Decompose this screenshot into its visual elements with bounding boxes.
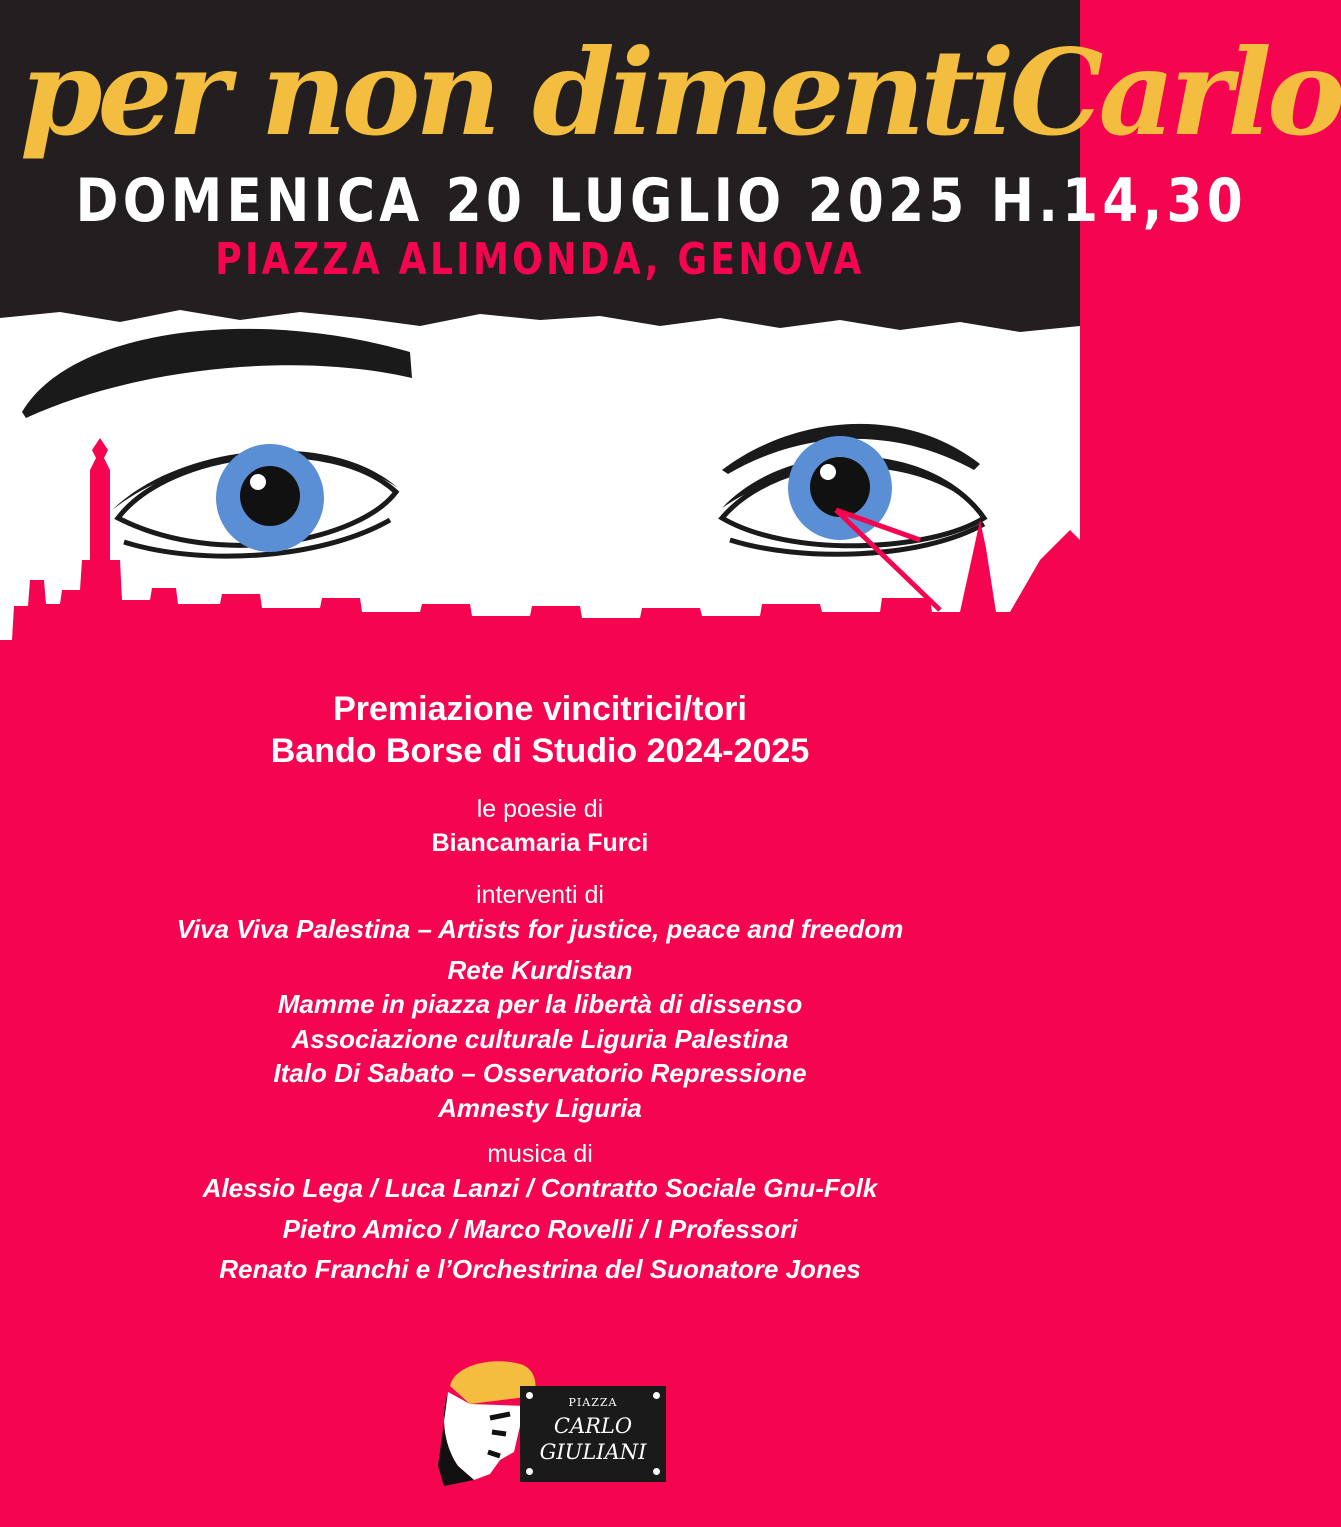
musician: Pietro Amico / Marco Rovelli / I Professori xyxy=(282,1213,798,1244)
speaker: Rete Kurdistan xyxy=(447,954,633,985)
script-title: per non dimentiCarlo xyxy=(20,23,1341,162)
headline-line: Premiazione vincitrici/tori xyxy=(333,690,747,728)
speaker: Italo Di Sabato – Osservatorio Repressione xyxy=(273,1058,807,1088)
speaker: Amnesty Liguria xyxy=(438,1092,642,1123)
music-label: musica di xyxy=(487,1140,593,1168)
musician: Alessio Lega / Luca Lanzi / Contratto Sociale Gnu-Folk xyxy=(202,1173,878,1203)
program xyxy=(0,688,1080,1287)
headline-line: Bando Borse di Studio 2024-2025 xyxy=(270,732,810,770)
speaker: Viva Viva Palestina – Artists for justice, peace and freedom xyxy=(176,914,904,944)
speaker: Mamme in piazza per la libertà di dissenso xyxy=(277,989,803,1019)
event-location: PIAZZA ALIMONDA, GENOVA xyxy=(215,234,865,285)
date-time: DOMENICA 20 LUGLIO 2025 H.14,30 xyxy=(75,166,1247,236)
speaker: Associazione culturale Liguria Palestina xyxy=(291,1023,789,1054)
speeches-label: interventi di xyxy=(476,881,604,909)
plaque-small-text: PIAZZA xyxy=(568,1396,618,1409)
poetry-name: Biancamaria Furci xyxy=(431,829,649,857)
plaque-name-line: GIULIANI xyxy=(539,1440,647,1464)
eyes-illustration xyxy=(0,0,1341,700)
plaque-rivet xyxy=(653,1468,660,1475)
musician: Renato Franchi e l’Orchestrina del Suonatore Jones xyxy=(219,1254,861,1284)
poetry-label: le poesie di xyxy=(476,795,604,823)
plaque-name-line: CARLO xyxy=(553,1414,633,1438)
plaque-rivet xyxy=(526,1468,533,1475)
headline xyxy=(0,688,1080,772)
